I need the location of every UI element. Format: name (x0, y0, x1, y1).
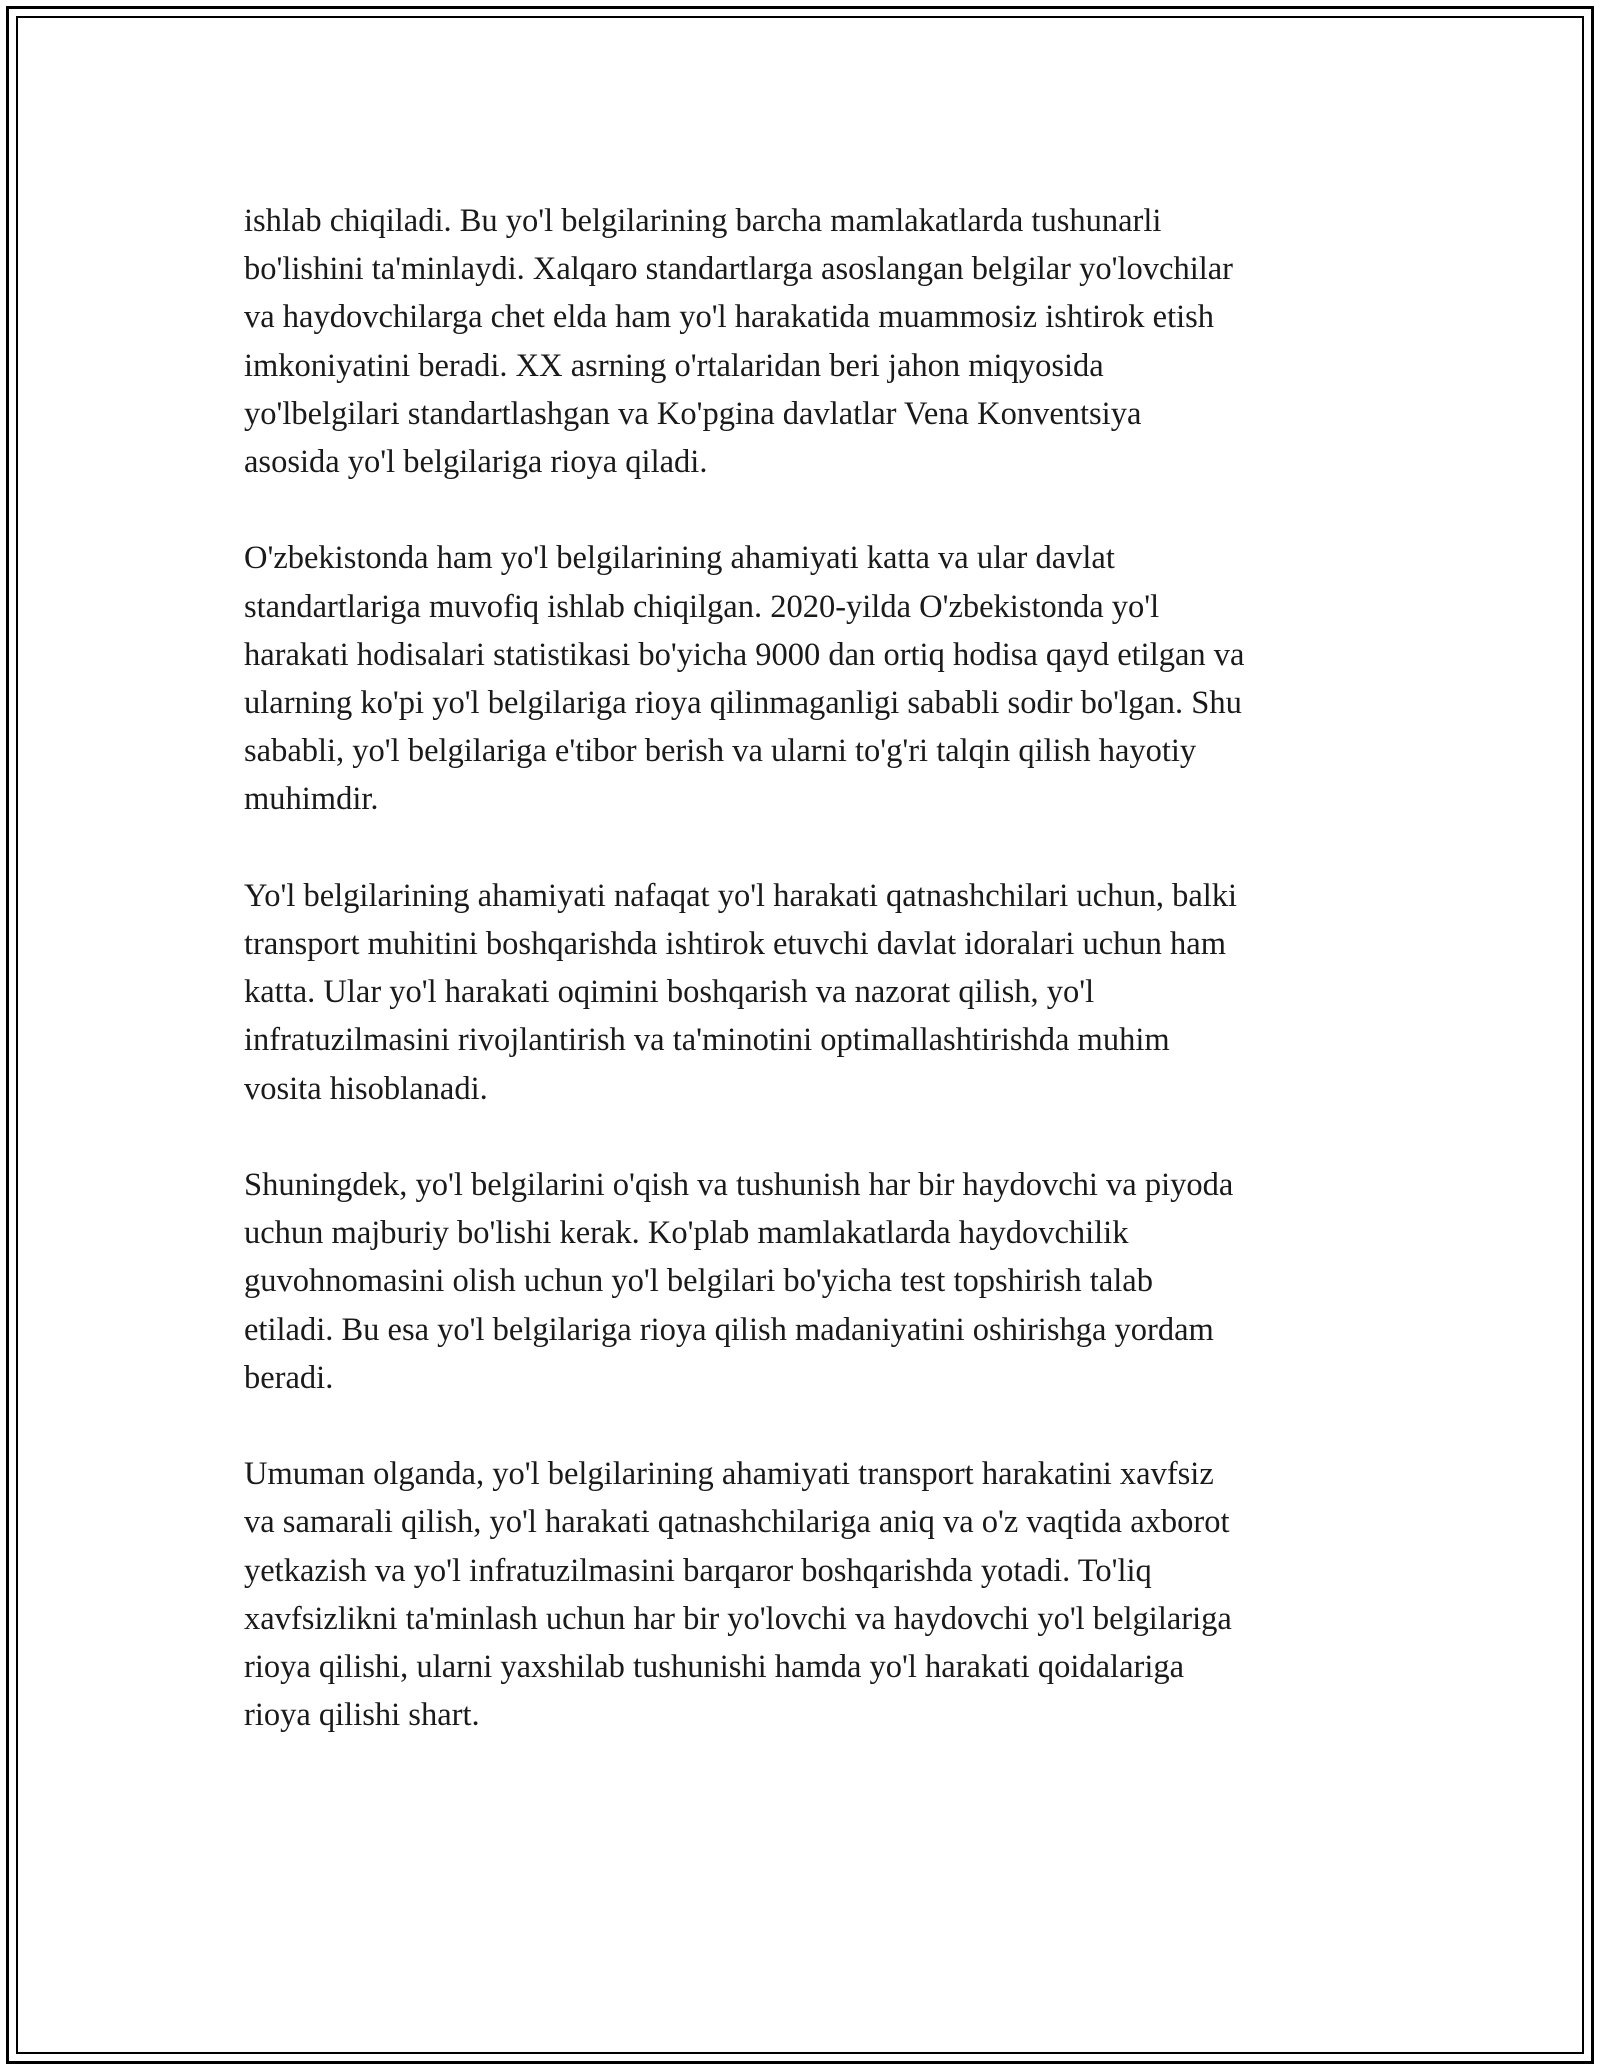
paragraph-2 (244, 534, 1394, 823)
text-line: Yo'l belgilarining ahamiyati nafaqat yo'l harakati qatnashchilari uchun, balki (244, 877, 1238, 914)
paragraph-3 (244, 872, 1394, 1113)
text-line: O'zbekistonda ham yo'l belgilarining ahamiyati katta va ular davlat (244, 540, 1115, 577)
text-line: uchun majburiy bo'lishi kerak. Ko'plab mamlakatlarda haydovchilik (244, 1215, 1129, 1252)
text-line: rioya qilishi, ularni yaxshilab tushunishi hamda yo'l harakati qoidalariga (244, 1649, 1185, 1686)
text-line: asosida yo'l belgilariga rioya qiladi. (244, 444, 708, 481)
text-line: infratuzilmasini rivojlantirish va ta'minotini optimallashtirishda muhim (244, 1022, 1170, 1059)
paragraph-1 (244, 197, 1394, 486)
text-line: rioya qilishi shart. (244, 1697, 480, 1734)
text-line: xavfsizlikni ta'minlash uchun har bir yo'lovchi va haydovchi yo'l belgilariga (244, 1600, 1232, 1637)
text-line: katta. Ular yo'l harakati oqimini boshqarish va nazorat qilish, yo'l (244, 974, 1095, 1011)
text-line: transport muhitini boshqarishda ishtirok etuvchi davlat idoralari uchun ham (244, 926, 1227, 963)
text-line: etiladi. Bu esa yo'l belgilariga rioya qilish madaniyatini oshirishga yordam (244, 1311, 1214, 1348)
text-line: guvohnomasini olish uchun yo'l belgilari bo'yicha test topshirish talab (244, 1263, 1153, 1300)
text-line: yetkazish va yo'l infratuzilmasini barqaror boshqarishda yotadi. To'liq (244, 1552, 1152, 1589)
text-line: yo'lbelgilari standartlashgan va Ko'pgina davlatlar Vena Konventsiya (244, 395, 1142, 432)
text-line: beradi. (244, 1359, 334, 1396)
page-border (6, 6, 1594, 2064)
text-line: imkoniyatini beradi. XX asrning o'rtalaridan beri jahon miqyosida (244, 347, 1104, 384)
text-line: va haydovchilarga chet elda ham yo'l harakatida muammosiz ishtirok etish (244, 299, 1215, 336)
document-body (244, 197, 1394, 1788)
text-line: standartlariga muvofiq ishlab chiqilgan. 2020-yilda O'zbekistonda yo'l (244, 588, 1160, 625)
text-line: ishlab chiqiladi. Bu yo'l belgilarining barcha mamlakatlarda tushunarli (244, 203, 1162, 239)
text-line: ularning ko'pi yo'l belgilariga rioya qilinmaganligi sababli sodir bo'lgan. Shu (244, 685, 1242, 722)
text-line: Umuman olganda, yo'l belgilarining ahamiyati transport harakatini xavfsiz (244, 1456, 1214, 1493)
text-line: harakati hodisalari statistikasi bo'yicha 9000 dan ortiq hodisa qayd etilgan va (244, 636, 1245, 673)
text-line: muhimdir. (244, 781, 379, 818)
text-line: vosita hisoblanadi. (244, 1070, 488, 1107)
text-line: Shuningdek, yo'l belgilarini o'qish va tushunish har bir haydovchi va piyoda (244, 1167, 1234, 1204)
text-line: va samarali qilish, yo'l harakati qatnashchilariga aniq va o'z vaqtida axborot (244, 1504, 1230, 1541)
text-line: sababli, yo'l belgilariga e'tibor berish va ularni to'g'ri talqin qilish hayotiy (244, 733, 1197, 770)
text-line: bo'lishini ta'minlaydi. Xalqaro standartlarga asoslangan belgilar yo'lovchilar (244, 251, 1233, 288)
paragraph-5 (244, 1450, 1394, 1739)
paragraph-4 (244, 1161, 1394, 1402)
